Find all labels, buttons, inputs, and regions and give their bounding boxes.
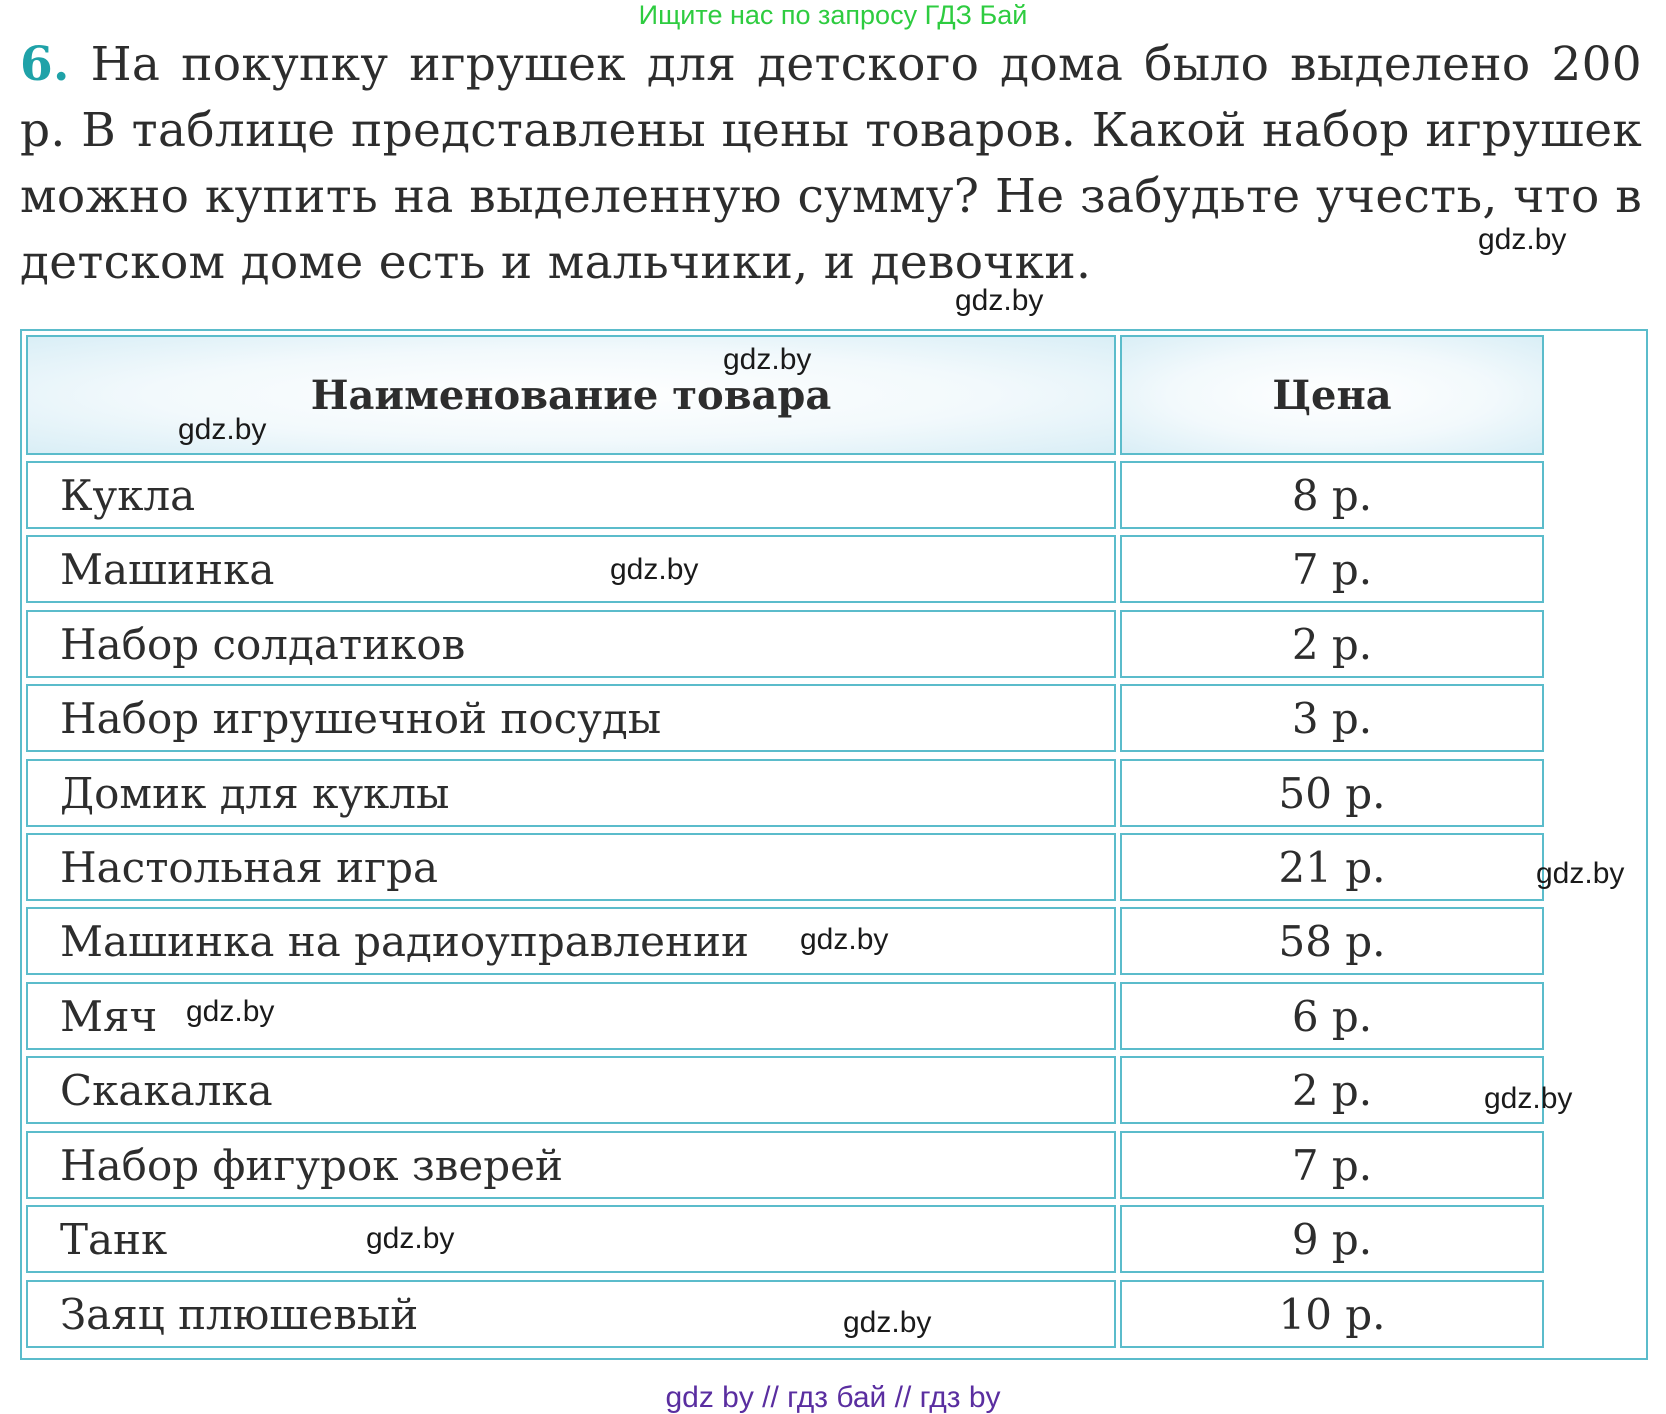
- watermark: gdz.by: [1484, 1082, 1573, 1115]
- row-price: 6 р.: [1120, 982, 1544, 1050]
- footer-watermark: gdz by // гдз бай // гдз by: [665, 1381, 1001, 1414]
- row-name: Машинка: [26, 535, 1116, 603]
- row-price: 58 р.: [1120, 907, 1544, 975]
- price-table: [20, 329, 1648, 1360]
- row-price: 50 р.: [1120, 759, 1544, 827]
- row-name: Домик для куклы: [26, 759, 1116, 827]
- header-name: Наименование товара: [26, 335, 1116, 455]
- row-name: Набор фигурок зверей: [26, 1131, 1116, 1199]
- watermark: gdz.by: [723, 343, 812, 376]
- watermark: gdz.by: [178, 413, 267, 446]
- row-price: 3 р.: [1120, 684, 1544, 752]
- watermark: gdz.by: [1478, 223, 1567, 256]
- watermark: gdz.by: [186, 995, 275, 1028]
- row-price: 8 р.: [1120, 461, 1544, 529]
- row-price: 2 р.: [1120, 1056, 1544, 1124]
- watermark: gdz.by: [1536, 857, 1625, 890]
- row-name: Скакалка: [26, 1056, 1116, 1124]
- task-statement: [20, 32, 1642, 296]
- header-price: Цена: [1120, 335, 1544, 455]
- row-name: Машинка на радиоуправлении: [26, 907, 1116, 975]
- top-banner: Ищите нас по запросу ГДЗ Бай: [638, 0, 1028, 30]
- row-price: 9 р.: [1120, 1205, 1544, 1273]
- row-price: 7 р.: [1120, 535, 1544, 603]
- row-price: 10 р.: [1120, 1280, 1544, 1348]
- row-name: Настольная игра: [26, 833, 1116, 901]
- row-name: Мяч: [26, 982, 1116, 1050]
- row-name: Заяц плюшевый: [26, 1280, 1116, 1348]
- row-price: 21 р.: [1120, 833, 1544, 901]
- watermark: gdz.by: [610, 553, 699, 586]
- row-price: 7 р.: [1120, 1131, 1544, 1199]
- row-name: Набор игрушечной посуды: [26, 684, 1116, 752]
- watermark: gdz.by: [955, 284, 1044, 317]
- task-text: На покупку игрушек для детского дома было выделено 200 р. В таблице представлены цены товаров. Какой набор игрушек можно купить на выделенную сумму? Не забудьте учесть, что в детском доме есть и мальчики, и девочки.: [20, 37, 1642, 290]
- row-name: Кукла: [26, 461, 1116, 529]
- row-name: Танк: [26, 1205, 1116, 1273]
- watermark: gdz.by: [366, 1222, 455, 1255]
- row-price: 2 р.: [1120, 610, 1544, 678]
- watermark: gdz.by: [843, 1306, 932, 1339]
- task-number: 6.: [20, 37, 70, 92]
- watermark: gdz.by: [800, 923, 889, 956]
- row-name: Набор солдатиков: [26, 610, 1116, 678]
